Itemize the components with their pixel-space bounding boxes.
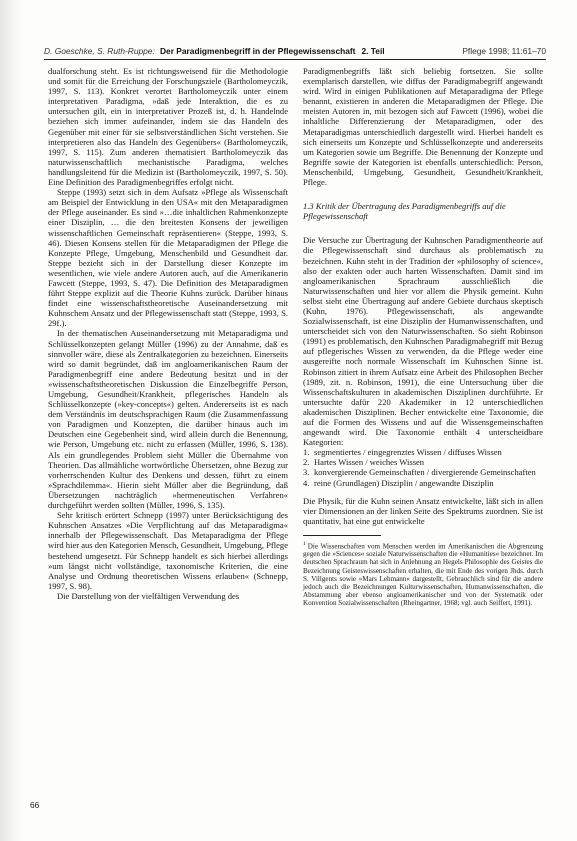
list-item-number: 2. <box>303 457 310 468</box>
list-item-text: segmentiertes / eingegrenztes Wissen / diffuses Wissen <box>314 447 502 458</box>
list-item-number: 3. <box>303 467 310 478</box>
header-journal: Pflege 1998; 11:61–70 <box>462 46 546 56</box>
list-item <box>303 478 543 488</box>
section-number: 1.3 <box>303 201 314 212</box>
header-authors: D. Goeschke, S. Ruth-Ruppe: <box>44 46 155 56</box>
category-list <box>303 447 543 487</box>
right-paragraph: Die Versuche zur Übertragung der Kuhnschen Paradigmentheorie auf die Pflegewissenschaft sind durchaus als problematisch zu bezeichnen. Kuhn steht in der Tradition der »philosophy of science«, also der exakten oder auch harten Wissenschaften. Damit sind im angloamerikanischen Sprachraum ausschließlich die Naturwissenschaften und hier vor allem die Physik gemeint. Kuhn selbst sieht eine Übertragung auf andere Gebiete durchaus skeptisch (Kuhn, 1976). Pflegewissenschaft, als angewandte Sozialwissenschaft, ist eine Disziplin der Humanwissenschaften, und unterscheidet sich von den Naturwissenschaften. So sieht Robinson (1991) es problematisch, den Kuhnschen Paradigmabegriff mit Bezug auf pflegerisches Wissen zu verwenden, da die Pflege weder eine ausgereifte noch normale Wissenschaft im Kuhnschen Sinne ist. Robinson zitiert in ihrem Aufsatz eine Arbeit des Philosophen Becher (1989, zit. n. Robinson, 1991), die eine Untersuchung über die Wissenschaftskulturen in akademischen Disziplinen durchführte. Er untersuchte dafür 220 Akademiker in 12 unterschiedlichen akademischen Disziplinen. Becher entwickelte eine Taxonomie, die auf die Formen des Wissens und auf die Wissensgemeinschaften angewandt wird. Die Taxonomie enthält 4 unterscheidbare Kategorien: <box>303 235 543 448</box>
page-number: 66 <box>30 800 40 810</box>
header-title <box>160 44 385 58</box>
section-title: Kritik der Übertragung des Paradigmenbegriffs auf die Pflegewissenschaft <box>303 201 506 222</box>
list-item <box>303 447 543 457</box>
header-title-text: Der Paradigmenbegriff in der Pflegewissenschaft <box>160 46 356 56</box>
left-column <box>48 66 288 601</box>
list-item-number: 4. <box>303 477 310 488</box>
footnote-rule <box>303 535 381 536</box>
right-intro-paragraph: Paradigmenbegriffs läßt sich beliebig fortsetzen. Sie sollte exemplarisch darstellen, wie diffus der Paradigmabegriff angewandt wird. Wird in einigen Publikationen auf Metaparadigma der Pflege benannt, existieren in anderen die Metaparadigmen der Pflege. Die meisten Autoren in, mit bezogen sich auf Fawcett (1996), wobei die inhaltliche Differenzierung der Metaparadigmen, oder des Metaparadigmas unterschiedlich dargestellt wird. Hierbei handelt es sich einerseits um Konzepte und Schlüsselkonzepte und andererseits um Kategorien sowie um Begriffe. Die Benennung der Konzepte und Begriffe sowie der Kategorien ist ebenfalls unterschiedlich: Person, Menschenbild, Umgebung, Gesundheit, Gesundheit/Krankheit, Pflege. <box>303 66 543 188</box>
left-paragraph: Die Darstellung von der vielfältigen Verwendung des <box>57 590 240 601</box>
left-paragraph: dualforschung steht. Es ist richtungsweisend für die Methodologie und somit für die Erreichung der Forschungsziele (Bartholomeyczik, 1997, S. 113). Konkret verortet Bartholomeyczik unter einem interpretativen Paradigma, »daß jede Interaktion, die es zu untersuchen gilt, ein in interpretativer Prozeß ist, d. h. Handelnde beziehen sich immer aufeinander, indem sie das Handeln des Gegenüber mit einer für sie selbstverständlichen Sicht verstehen. Sie interpretieren also das Handeln des Gegenübers« (Bartholomeyczik, 1997, S. 115). Zum anderen thematisiert Bartholomeyczik das naturwissenschaftlich mechanistische Paradigma, welches handlungsleitend für die Medizin ist (Bartholomeyczik, 1997, S. 50). Eine Definition des Paradigmenbegriffes erfolgt nicht. <box>48 66 288 188</box>
left-paragraph: Steppe (1993) setzt sich in dem Aufsatz »Pflege als Wissenschaft am Beispiel der Entwicklung in den USA« mit den Metaparadigmen der Pflege auseinander. Es sind »…die inhaltlichen Rahmenkonzepte einer Disziplin, … die den breitesten Konsens der jeweiligen wissenschaftlichen Gemeinschaft repräsentieren« (Steppe, 1993, S. 46). Diesen Konsens stellen für die Metaparadigmen der Pflege die Konzepte Pflege, Umgebung, Menschenbild und Gesundheit dar. Steppe bezieht sich in der Darstellung dieser Konzepte im wesentlichen, wie viele andere Autoren auch, auf die Amerikanerin Fawcett (Steppe, 1993, S. 47). Die Definition des Metaparadigmen führt Steppe explizit auf die Theorie Kuhns zurück. Darüber hinaus findet eine wissenschaftstheoretische Auseinandersetzung mit Kuhnschem Ansatz und der Pflegewissenschaft statt (Steppe, 1993, S. 29f.). <box>48 187 288 329</box>
list-item <box>303 457 543 467</box>
list-item-text: Hartes Wissen / weiches Wissen <box>314 457 425 468</box>
list-item-number: 1. <box>303 447 310 458</box>
running-header <box>44 44 546 58</box>
binding-shadow <box>0 0 22 841</box>
header-part: 2. Teil <box>361 46 385 56</box>
list-item-text: konvergierende Gemeinschaften / divergierende Gemeinschaften <box>314 467 536 478</box>
footnote-text: Die Wissenschaften vom Menschen werden im Amerikanischen die Abgrenzung gegen die »Sciences« soziale Naturwissenschaften die »Humanities« bezeichnet. Im deutschen Sprachraum hat sich in Anlehnung an Hegels Philosophie des Geistes die Bezeichnung Geisteswissenschaften erhalten, die mit Ende des vorigen Jhds. durch S. Villgents sowie »Mars Lehmann« dargestellt, Gebrauchlich sind für die andere jedoch auch die Bezeichnungen Kulturwissenschaften, Humanwissenschaften, die Abstammung aber ebenso angloamerikanischer und von der Systematik oder Konvention Sozialwissenschaften (Rheingartner, 1968; vgl. auch Seiffert, 1991). <box>303 542 543 607</box>
footnote <box>303 540 543 607</box>
list-item <box>303 467 543 477</box>
footnote-mark: 1 <box>303 540 306 547</box>
list-item-text: reine (Grundlagen) Disziplin / angewandte Disziplin <box>314 477 494 488</box>
right-column <box>303 66 543 607</box>
right-closing-paragraph: Die Physik, für die Kuhn seinen Ansatz entwickelte, läßt sich in allen vier Dimensionen an der linken Seite des Spektrums zuordnen. Sie ist quantitativ, hat eine gut entwickelte <box>303 495 543 526</box>
left-paragraph: Sehr kritisch erörtert Schnepp (1997) unter Berücksichtigung des Kuhnschen Ansatzes »Die Verpflichtung auf das Metaparadigma« innerhalb der Pflegewissenschaft. Das Metaparadigma der Pflege wird hier aus den Kategorien Mensch, Gesundheit, Umgebung, Pflege bestehend umgesetzt. Für Schnepp handelt es sich hierbei allerdings »um längst nicht vollständige, taxonomische Kriterien, die eine Analyse und Ordnung theoretischen Wissens erlauben« (Schnepp, 1997, S. 98). <box>48 510 288 591</box>
left-paragraph: In der thematischen Auseinandersetzung mit Metaparadigma und Schlüsselkonzepten gelangt Müller (1996) zu der Annahme, daß es sinnvoller wäre, diese als Zentralkategorien zu bezeichnen. Einerseits wird so damit begründet, daß im angloamerikanischen Raum der Paradigmenbegriff eine andere Bedeutung besitzt und in der »wissenschaftstheoretischen Diskussion die Einzelbegriffe Person, Umgebung, Gesundheit/Krankheit, pflegerisches Handeln als Schlüsselkonzepte (»key-concepts«) gelten. Andererseits ist es nach dem Verständnis im deutschsprachigen Raum (die Zusammenfassung von Paradigmen und Konzepten, die darüber hinaus auch im Deutschen eine Gegebenheit sind, wird allein durch die Benennung, wie Person, Umgebung etc. nicht zu erfassen (Müller, 1996, S. 138). Als ein grundlegendes Problem sieht Müller die Übernahme von Theorien. Das allmähliche wortwörtliche Übersetzen, ohne Bezug zur vorherrschenden Kultur des Denkens und dessen, führt zu einem »Sprachdilemma«. Hierin sieht Müller aber die Begründung, daß Übersetzungen nachträglich »hermeneutischen Verfahren« durchgeführt werden sollten (Müller, 1996, S. 135). <box>48 328 288 511</box>
section-heading <box>303 201 543 221</box>
header-rule <box>44 59 546 60</box>
